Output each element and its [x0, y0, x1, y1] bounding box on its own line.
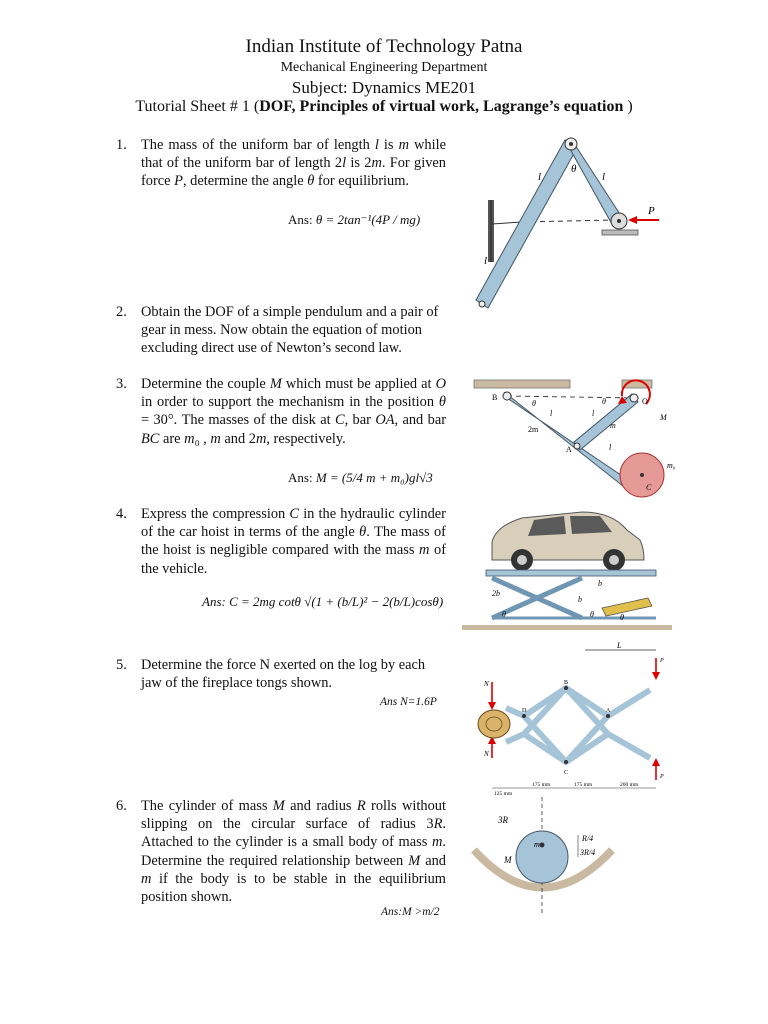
answer-1 [288, 212, 420, 228]
figure-3-car-hoist [462, 500, 672, 660]
question-number: 6. [116, 798, 127, 814]
fig2-label: A [566, 445, 572, 454]
fig2-label: l [609, 443, 612, 452]
answer-5: Ans N=1.6P [380, 696, 437, 708]
question-text: The mass of the uniform bar of length l is m while that of the uniform bar of length 2l is 2m. For given force P, determine the angle θ for equilibrium. [141, 137, 447, 190]
ceiling-left [474, 380, 570, 388]
fig4-label: A [606, 708, 611, 714]
fig2-label: θ [602, 397, 606, 406]
fig1-label: l [484, 255, 488, 267]
tutorial-title [0, 98, 768, 116]
fig3-label: L [617, 641, 622, 650]
question-text: The cylinder of mass M and radius R rolls without slipping on the circular surface of radius 3R. Attached to the cylinder is a small body of mass m. Determine the required relationship between M and m if the body is to be stable in the equilibrium position shown. [141, 798, 446, 906]
pin-link [492, 222, 522, 224]
answer-expression: C = 2mg cotθ √(1 + (b/L)² − 2(b/L)cosθ) [229, 594, 444, 609]
bar-oa [574, 394, 638, 450]
fig3-label: θ [590, 610, 594, 619]
answer-prefix: Ans: [202, 594, 226, 609]
answer-prefix: Ans: [288, 470, 313, 485]
answer-expression: M = (5/4 m + m₀)gl√3 [315, 470, 433, 485]
fig3-label: 2b [492, 589, 500, 598]
answer-6: Ans:M >m/2 [381, 906, 440, 918]
fig2-label: m [610, 421, 616, 430]
fig4-dim: 200 mm [620, 782, 639, 788]
fig1-label: P [648, 205, 655, 217]
fig2-label: l [592, 409, 595, 418]
answer-expression: θ = 2tan⁻¹(4P / mg) [315, 212, 421, 227]
figure-2-mechanism [462, 370, 677, 505]
fig5-label: 3R/4 [580, 848, 596, 857]
small-mass [540, 843, 545, 848]
figure-1-linkage [462, 130, 672, 315]
fig4-label: B [564, 680, 569, 686]
fig4-dim: 175 mm [532, 782, 551, 788]
fig1-label: l [538, 171, 542, 183]
fig1-label: θ [571, 163, 577, 175]
question-number: 3. [116, 376, 127, 392]
fig3-label: b [598, 579, 602, 588]
log [478, 710, 510, 738]
fig1-label: l [602, 171, 606, 183]
fig5-label: m [534, 840, 540, 849]
tutorial-prefix: Tutorial Sheet # 1 ( [135, 98, 260, 115]
bar-bc [504, 392, 634, 490]
subject-line: Subject: Dynamics ME201 [291, 78, 477, 97]
question-number: 4. [116, 506, 127, 522]
fig4-label: N [484, 680, 489, 688]
question-text: Determine the couple M which must be applied at O in order to support the mechanism in the position θ = 30°. The masses of the disk at C, bar OA, and bar BC are m₀ , m and 2m, respectively. [141, 376, 447, 447]
fig5-label: R/4 [582, 834, 594, 843]
fig4-label: P [660, 658, 664, 664]
question-number: 2. [116, 304, 127, 320]
tutorial-topics: DOF, Principles of virtual work, Lagrange’s equation [259, 98, 624, 115]
cylinder [516, 831, 568, 883]
ground-support [602, 230, 638, 235]
figure-4-tongs [462, 650, 672, 800]
question-text: Obtain the DOF of a simple pendulum and a pair of gear in mess. Now obtain the equation of motion excluding direct use of Newton’s second law. [141, 304, 439, 357]
ground [462, 625, 672, 630]
answer-3 [288, 470, 433, 486]
hoist-platform [486, 570, 656, 576]
fig5-label: 3R [498, 815, 508, 825]
fig3-label: θ [502, 610, 506, 619]
fig5-label: M [504, 855, 512, 865]
fig4-dim: 175 mm [574, 782, 593, 788]
fig4-label: N [484, 750, 489, 758]
answer-prefix: Ans: [288, 212, 313, 227]
fig2-label: θ [532, 399, 536, 408]
fig2-label: m₀ [667, 461, 676, 470]
question-text: Determine the force N exerted on the log by each jaw of the fireplace tongs shown. [141, 657, 426, 692]
fig4-label: C [564, 770, 569, 776]
fig4-label: D [522, 708, 527, 714]
question-number: 5. [116, 657, 127, 673]
question-text: Express the compression C in the hydraulic cylinder of the car hoist in terms of the angle θ. The mass of the hoist is negligible compared with the mass m of the vehicle. [141, 506, 446, 577]
hydraulic-cylinder [602, 598, 652, 616]
tutorial-suffix: ) [623, 98, 633, 115]
answer-4 [202, 594, 443, 610]
fig2-label: 2m [528, 425, 539, 434]
fig2-label: B [492, 393, 498, 402]
fig4-label: P [660, 774, 664, 780]
department-name: Mechanical Engineering Department [280, 60, 488, 75]
fig4-dim: 125 mm [494, 791, 513, 797]
fig3-label: b [578, 595, 582, 604]
fig2-label: O [642, 397, 648, 406]
question-number: 1. [116, 137, 127, 153]
fig3-label: θ [620, 613, 624, 622]
figure-5-cylinder [462, 795, 662, 920]
institute-title: Indian Institute of Technology Patna [245, 36, 523, 57]
fig2-label: M [660, 413, 667, 422]
fig2-label: C [646, 483, 652, 492]
fig2-label: l [550, 409, 553, 418]
